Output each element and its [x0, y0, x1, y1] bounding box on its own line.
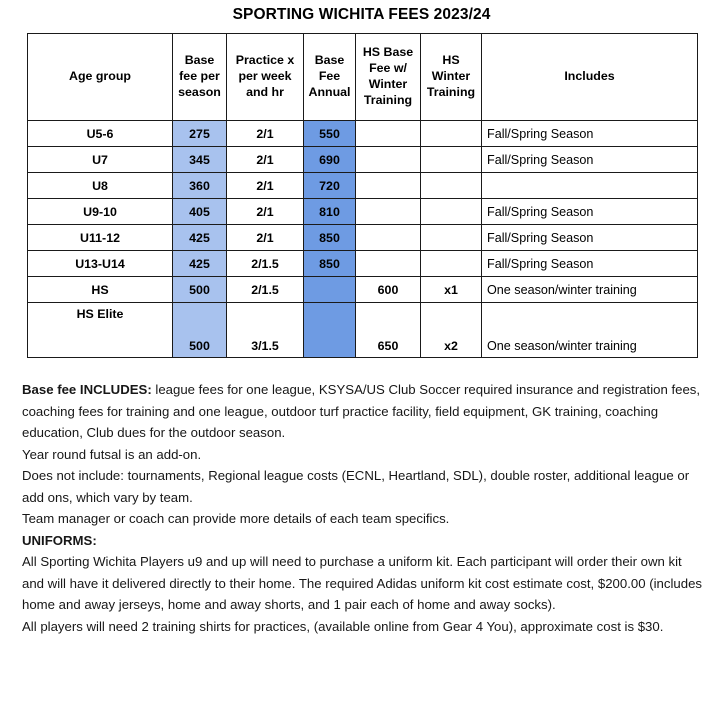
- cell-practice: 2/1: [227, 147, 304, 173]
- cell-age-group: U13-U14: [28, 251, 173, 277]
- cell-base-fee: 275: [173, 121, 227, 147]
- table-row: [28, 303, 698, 358]
- table-row: [28, 225, 698, 251]
- note-futsal: Year round futsal is an add-on.: [22, 446, 202, 462]
- table-row: [28, 277, 698, 303]
- col-header-age-group: Age group: [28, 34, 173, 121]
- notes-section: [22, 379, 706, 637]
- cell-age-group: U8: [28, 173, 173, 199]
- cell-base-fee-annual: 690: [304, 147, 356, 173]
- cell-includes: [482, 173, 698, 199]
- cell-hs-winter: [421, 225, 482, 251]
- col-header-includes: Includes: [482, 34, 698, 121]
- cell-practice: 2/1: [227, 199, 304, 225]
- cell-base-fee: 500: [173, 303, 227, 358]
- note-does-not-include: Does not include: tournaments, Regional league costs (ECNL, Heartland, SDL), double roster, additional league or add ons, which vary by team.: [22, 468, 690, 505]
- cell-base-fee-annual: 550: [304, 121, 356, 147]
- table-row: [28, 121, 698, 147]
- col-header-hs-winter: HS Winter Training: [421, 34, 482, 121]
- note-base-fee-body: league fees for one league, KSYSA/US Club Soccer required insurance and registration fees, coaching fees for training and one league, outdoor turf practice facility, field equipment, GK training, coaching education, Club dues for the outdoor season.: [22, 382, 701, 440]
- note-base-fee-includes: [22, 379, 706, 444]
- cell-includes: Fall/Spring Season: [482, 199, 698, 225]
- cell-practice: 2/1: [227, 121, 304, 147]
- cell-age-group: U7: [28, 147, 173, 173]
- fees-table: [27, 33, 698, 358]
- cell-age-group: U5-6: [28, 121, 173, 147]
- cell-base-fee-annual: [304, 303, 356, 358]
- table-row: [28, 173, 698, 199]
- cell-hs-winter: [421, 251, 482, 277]
- table-header-row: [28, 34, 698, 121]
- note-uniforms-heading: UNIFORMS:: [22, 532, 97, 548]
- cell-hs-winter: [421, 173, 482, 199]
- table-header: [28, 34, 698, 121]
- table-row: [28, 199, 698, 225]
- cell-practice: 3/1.5: [227, 303, 304, 358]
- cell-base-fee: 405: [173, 199, 227, 225]
- cell-practice: 2/1.5: [227, 277, 304, 303]
- cell-hs-winter: x1: [421, 277, 482, 303]
- cell-hs-base-fee: [356, 147, 421, 173]
- cell-age-group: U11-12: [28, 225, 173, 251]
- cell-hs-base-fee: 600: [356, 277, 421, 303]
- cell-includes: Fall/Spring Season: [482, 147, 698, 173]
- col-header-base-fee-annual: Base Fee Annual: [304, 34, 356, 121]
- col-header-practice: Practice x per week and hr: [227, 34, 304, 121]
- col-header-hs-base-fee: HS Base Fee w/ Winter Training: [356, 34, 421, 121]
- cell-base-fee: 500: [173, 277, 227, 303]
- cell-hs-base-fee: [356, 199, 421, 225]
- cell-includes: Fall/Spring Season: [482, 251, 698, 277]
- note-base-fee-label: Base fee INCLUDES:: [22, 382, 152, 397]
- cell-hs-base-fee: [356, 173, 421, 199]
- cell-base-fee: 425: [173, 251, 227, 277]
- cell-includes: Fall/Spring Season: [482, 121, 698, 147]
- cell-hs-base-fee: [356, 251, 421, 277]
- cell-hs-base-fee: 650: [356, 303, 421, 358]
- cell-base-fee: 345: [173, 147, 227, 173]
- cell-includes: Fall/Spring Season: [482, 225, 698, 251]
- cell-base-fee-annual: 850: [304, 225, 356, 251]
- page-title: SPORTING WICHITA FEES 2023/24: [232, 6, 491, 23]
- cell-practice: 2/1: [227, 173, 304, 199]
- cell-base-fee-annual: 850: [304, 251, 356, 277]
- cell-base-fee-annual: 720: [304, 173, 356, 199]
- cell-hs-winter: x2: [421, 303, 482, 358]
- cell-includes: One season/winter training: [482, 277, 698, 303]
- cell-hs-winter: [421, 199, 482, 225]
- cell-base-fee: 425: [173, 225, 227, 251]
- note-training-shirts: All players will need 2 training shirts for practices, (available online from Gear 4 You), approximate cost is $30.: [22, 618, 664, 634]
- table-body: [28, 121, 698, 358]
- cell-base-fee-annual: [304, 277, 356, 303]
- cell-practice: 2/1: [227, 225, 304, 251]
- cell-practice: 2/1.5: [227, 251, 304, 277]
- table-row: [28, 251, 698, 277]
- cell-includes: One season/winter training: [482, 303, 698, 358]
- cell-hs-base-fee: [356, 121, 421, 147]
- cell-age-group: HS: [28, 277, 173, 303]
- table-row: [28, 147, 698, 173]
- cell-base-fee: 360: [173, 173, 227, 199]
- note-team-manager: Team manager or coach can provide more details of each team specifics.: [22, 511, 450, 526]
- cell-hs-winter: [421, 147, 482, 173]
- cell-age-group: HS Elite: [28, 303, 173, 358]
- note-uniforms-body: All Sporting Wichita Players u9 and up will need to purchase a uniform kit. Each participant will order their own kit and will have it delivered directly to their home. The required Adidas uniform kit cost estimate cost, $200.00 (includes home and away jerseys, home and away shorts, and 1 pair each of home and away socks).: [22, 554, 702, 612]
- cell-base-fee-annual: 810: [304, 199, 356, 225]
- cell-hs-winter: [421, 121, 482, 147]
- col-header-base-fee: Base fee per season: [173, 34, 227, 121]
- cell-age-group: U9-10: [28, 199, 173, 225]
- cell-hs-base-fee: [356, 225, 421, 251]
